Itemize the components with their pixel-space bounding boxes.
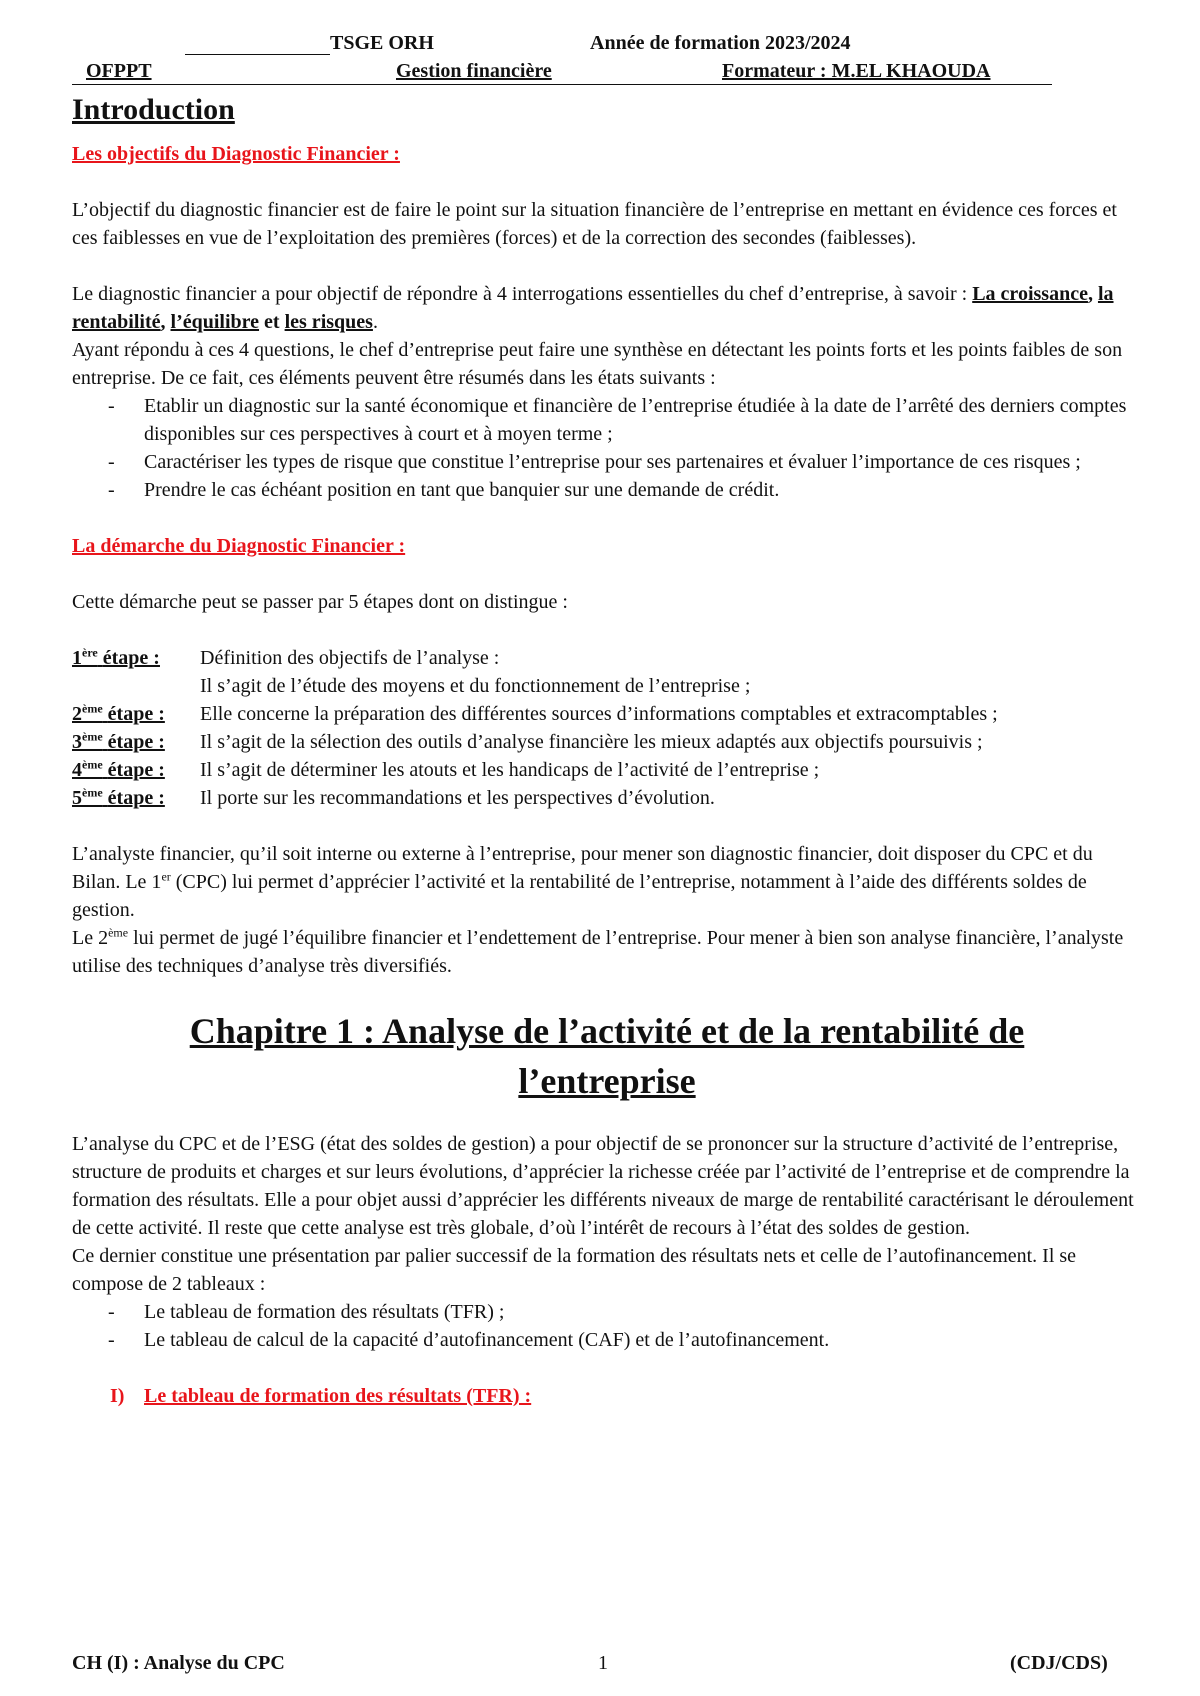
header-year: Année de formation 2023/2024 [590,32,851,54]
section-heading-tfr [72,1382,1142,1410]
list-item: - Le tableau de formation des résultats (TFR) ; [72,1298,1142,1326]
header-underline-left [185,32,330,55]
analyst-para-2: Le 2ème lui permet de jugé l’équilibre financier et l’endettement de l’entreprise. Pour mener à bien son analyse financière, l’analyste utilise des techniques d’analyse très diversifiés. [72,925,1124,977]
keyword-profitability: la rentabilité [72,283,1114,333]
document-body [72,90,1142,1410]
header-trainer: Formateur : M.EL KHAOUDA [722,60,991,82]
keyword-balance: l’équilibre [170,311,260,333]
header-org: OFPPT [86,60,152,82]
step-2-text: Elle concerne la préparation des différentes sources d’informations comptables et extracomptables ; [200,703,998,725]
list-item: - Le tableau de calcul de la capacité d’autofinancement (CAF) et de l’autofinancement. [72,1326,1142,1354]
step-1-text-2: Il s’agit de l’étude des moyens et du fonctionnement de l’entreprise ; [200,675,751,697]
steps-list [72,644,1142,812]
step-4: 4ème étape : Il s’agit de déterminer les atouts et les handicaps de l’activité de l’entreprise ; [72,756,1142,784]
step-2: 2ème étape : Elle concerne la préparation des différentes sources d’informations comptables et extracomptables ; [72,700,1142,728]
header-rule [72,84,1052,85]
step-5: 5ème étape : Il porte sur les recommandations et les perspectives d’évolution. [72,784,1142,812]
analyst-para-1: L’analyste financier, qu’il soit interne ou externe à l’entreprise, pour mener son diagnostic financier, doit disposer du CPC et du Bilan. Le 1er (CPC) lui permet d’apprécier l’activité et la rentabilité de l’entreprise, notamment à l’aide des différents soldes de gestion. [72,843,1093,921]
objectives-para-2: Le diagnostic financier a pour objectif de répondre à 4 interrogations essentielles du chef d’entreprise, à savoir : La croissance, la rentabilité, l’équilibre et les risques. [72,283,1114,333]
list-item: - Prendre le cas échéant position en tant que banquier sur une demande de crédit. [72,476,1142,504]
step-1-text: Définition des objectifs de l’analyse : [200,647,500,669]
approach-intro: Cette démarche peut se passer par 5 étapes dont on distingue : [72,591,568,613]
objectives-para-3: Ayant répondu à ces 4 questions, le chef d’entreprise peut faire une synthèse en détectant les points forts et les points faibles de son entreprise. De ce fait, ces éléments peuvent être résumés dans les états suivants : [72,339,1123,389]
chapter-para-2: Ce dernier constitue une présentation par palier successif de la formation des résultats nets et celle de l’autofinancement. Il se compose de 2 tableaux : [72,1245,1077,1295]
approach-heading: La démarche du Diagnostic Financier : [72,535,406,557]
step-1: 1ère étape : Définition des objectifs de l’analyse : Il s’agit de l’étude des moyens et du fonctionnement de l’entreprise ; [72,644,1142,700]
chapter-title-line-2: l’entreprise [518,1061,696,1101]
list-item: - Etablir un diagnostic sur la santé économique et financière de l’entreprise étudiée à la date de l’arrêté des derniers comptes disponibles sur ces perspectives à court et à moyen terme ; [72,392,1142,448]
step-3-text: Il s’agit de la sélection des outils d’analyse financière les mieux adaptés aux objectifs poursuivis ; [200,731,983,753]
step-4-text: Il s’agit de déterminer les atouts et les handicaps de l’activité de l’entreprise ; [200,759,820,781]
header-program: TSGE ORH [330,32,434,54]
footer-page-number: 1 [598,1652,608,1674]
keyword-and: et [264,311,280,333]
footer-code: (CDJ/CDS) [1010,1652,1108,1674]
keyword-growth: La croissance [972,283,1088,305]
objectives-list [72,392,1142,504]
objectives-heading: Les objectifs du Diagnostic Financier : [72,143,400,165]
chapter-para-1: L’analyse du CPC et de l’ESG (état des soldes de gestion) a pour objectif de se prononcer sur la structure d’activité de l’entreprise, structure de produits et charges et sur leurs évolutions, d’apprécier la richesse créée par l’activité de l’entreprise et de comprendre la formation des résultats. Elle a pour objet aussi d’apprécier les différents niveaux de marge de rentabilité caractérisant le déroulement de cette activité. Il reste que cette analyse est très globale, d’où l’intérêt de recours à l’état des soldes de gestion. [72,1133,1134,1239]
chapter-list [72,1298,1142,1354]
objectives-para-2-start: Le diagnostic financier a pour objectif de répondre à 4 interrogations essentielles du chef d’entreprise, à savoir : [72,283,968,305]
footer-chapter: CH (I) : Analyse du CPC [72,1652,285,1674]
header-subject: Gestion financière [396,60,552,82]
objectives-para-1: L’objectif du diagnostic financier est de faire le point sur la situation financière de l’entreprise en mettant en évidence ces forces et ces faiblesses en vue de l’exploitation des premières (forces) et de la correction des secondes (faiblesses). [72,199,1117,249]
section-title: Le tableau de formation des résultats (TFR) : [144,1385,532,1407]
section-number: I) [110,1385,125,1407]
chapter-title [72,1006,1142,1106]
keyword-risks: les risques [284,311,373,333]
step-5-text: Il porte sur les recommandations et les perspectives d’évolution. [200,787,715,809]
list-item: - Caractériser les types de risque que constitue l’entreprise pour ses partenaires et évaluer l’importance de ces risques ; [72,448,1142,476]
chapter-title-line-1: Chapitre 1 : Analyse de l’activité et de la rentabilité de [189,1011,1025,1051]
step-3: 3ème étape : Il s’agit de la sélection des outils d’analyse financière les mieux adaptés aux objectifs poursuivis ; [72,728,1142,756]
intro-title: Introduction [72,93,235,126]
